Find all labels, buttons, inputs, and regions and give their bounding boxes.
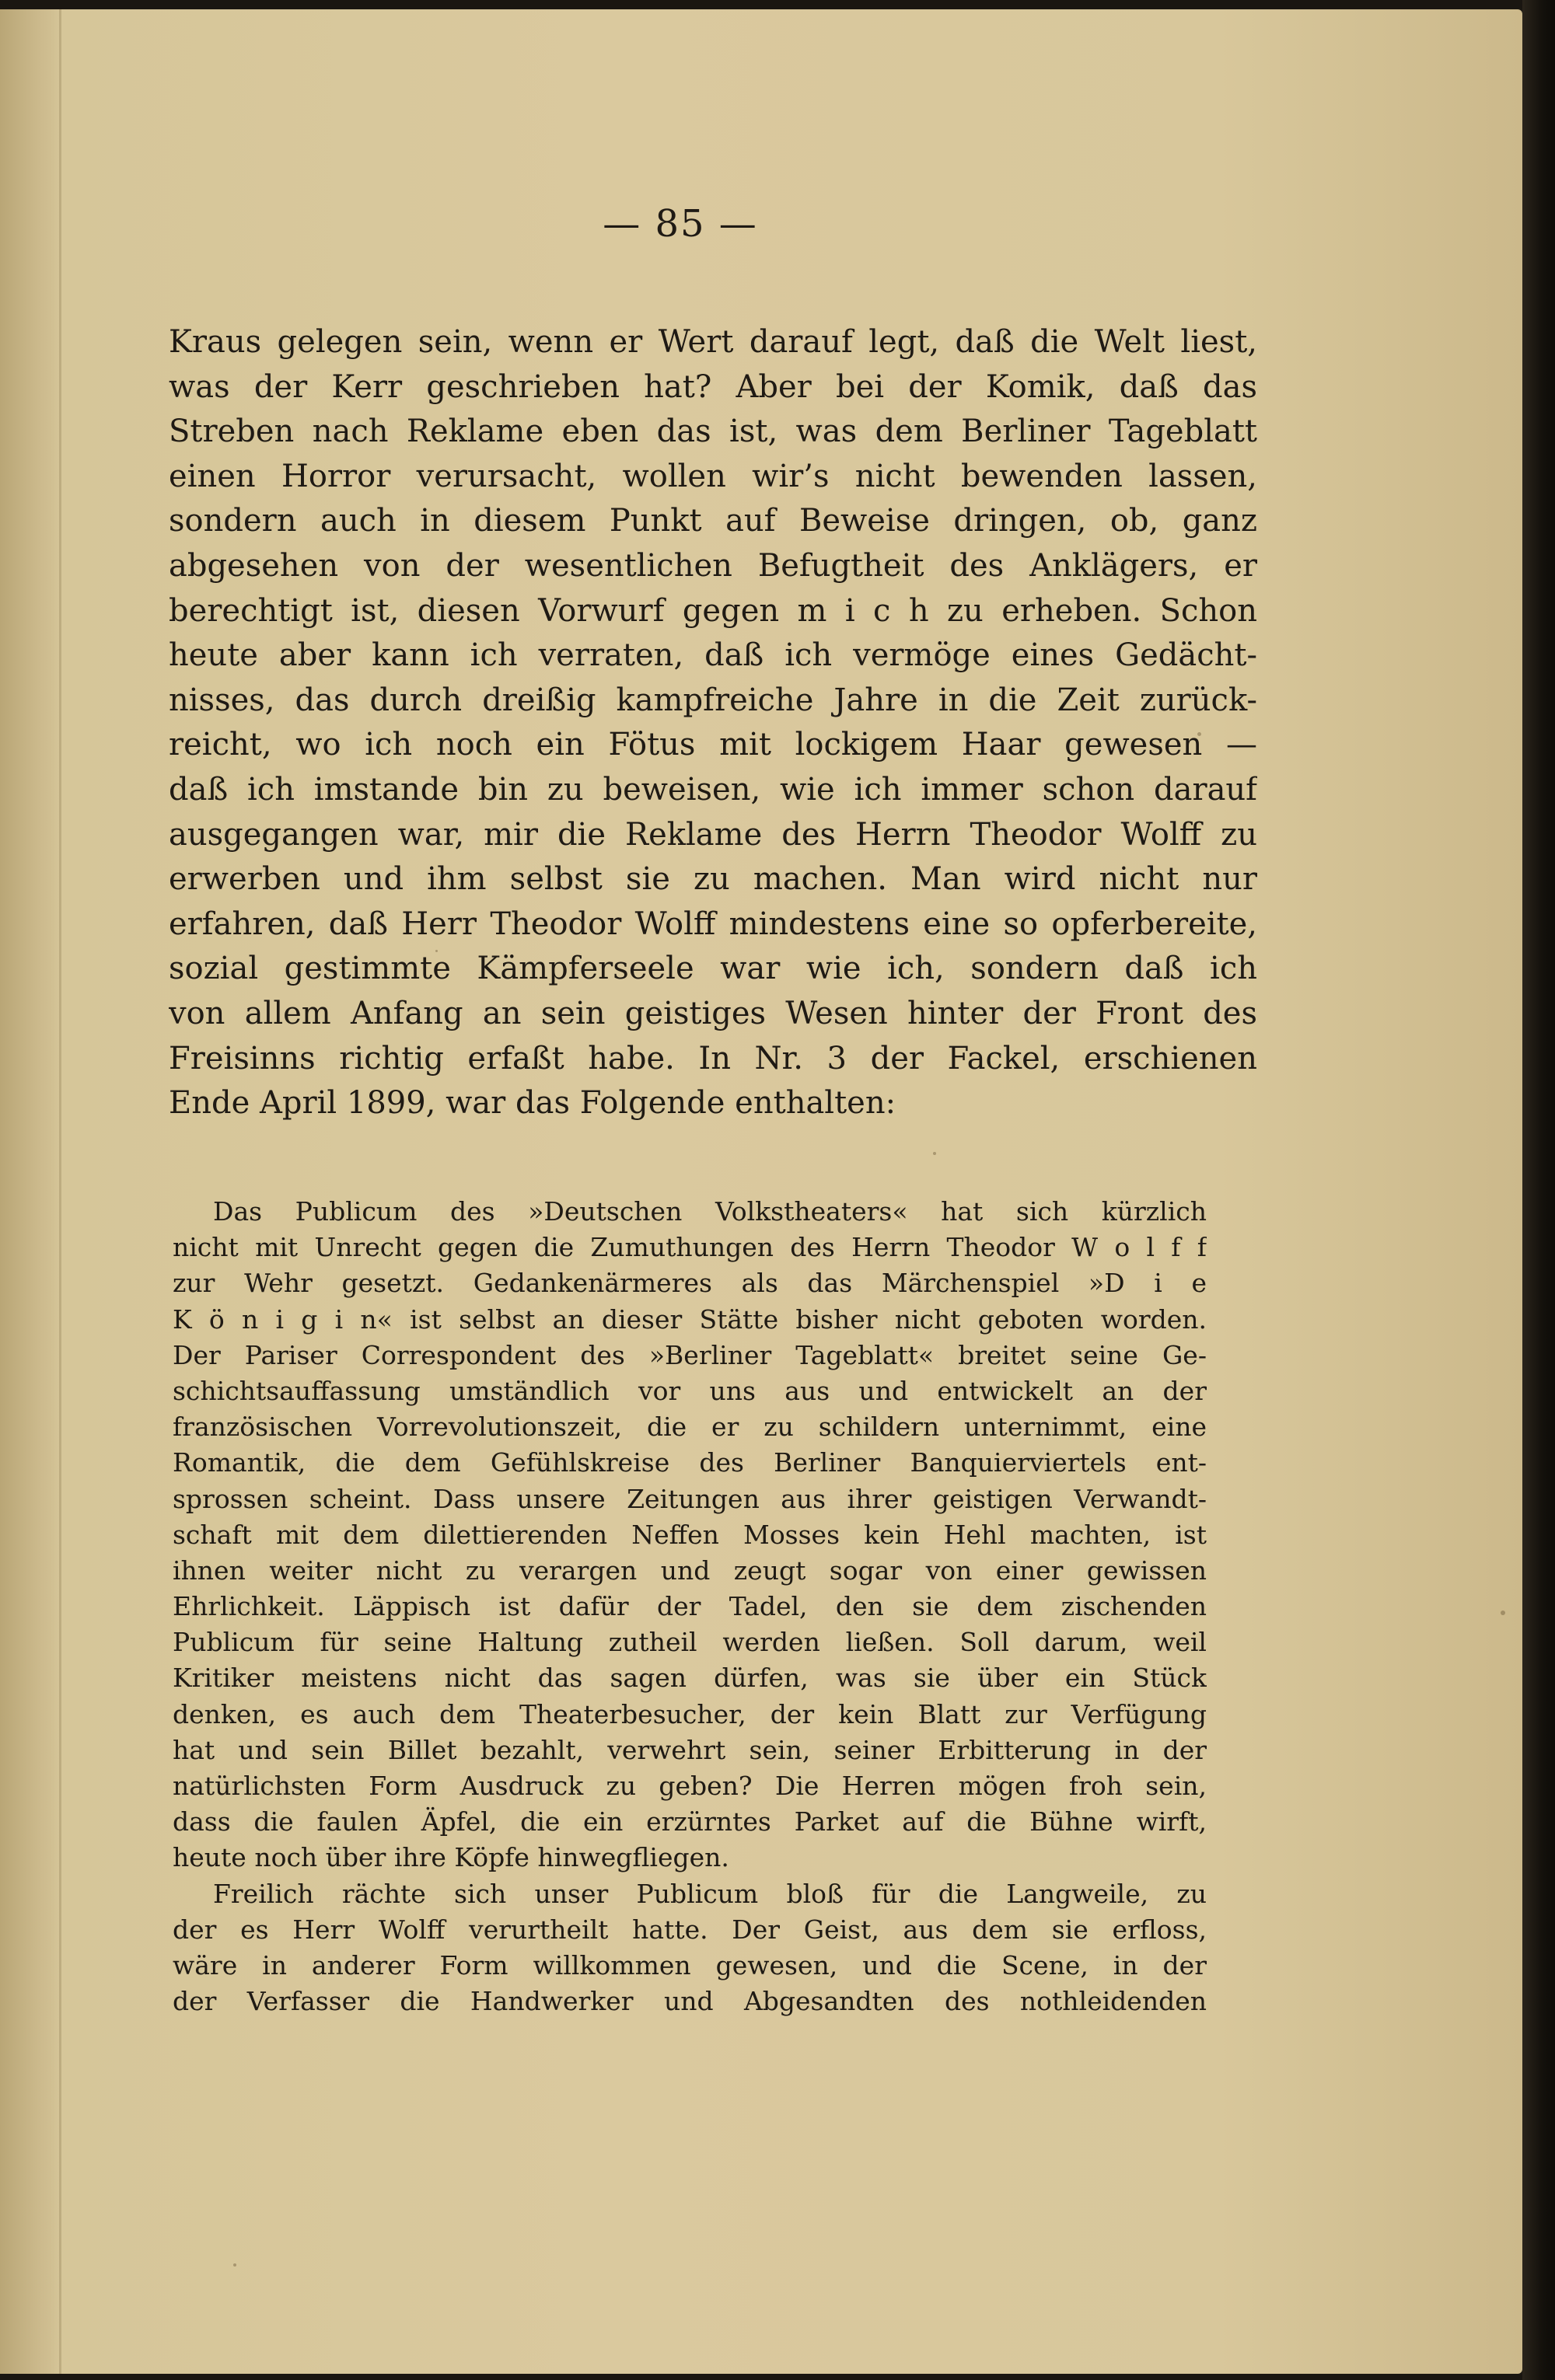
main-text-line: daß ich imstande bin zu beweisen, wie ich immer schon darauf <box>169 771 1257 808</box>
quote-text-line: französischen Vorrevolutionszeit, die er zu schildern unternimmt, eine <box>173 1412 1207 1443</box>
quote-text-line: dass die faulen Äpfel, die ein erzürntes Parket auf die Bühne wirft, <box>173 1806 1207 1837</box>
main-text-line: einen Horror verursacht, wollen wir’s nicht bewenden lassen, <box>169 458 1257 494</box>
quote-text-line: Ehrlichkeit. Läppisch ist dafür der Tadel, den sie dem zischenden <box>173 1591 1207 1622</box>
scan-background-edge <box>1522 0 1555 2380</box>
main-text-line: reicht, wo ich noch ein Fötus mit lockigem Haar gewesen — <box>169 727 1257 763</box>
main-text-line: ausgegangen war, mir die Reklame des Herrn Theodor Wolff zu <box>169 816 1257 853</box>
main-text-line: heute aber kann ich verraten, daß ich vermöge eines Gedächt- <box>169 637 1257 674</box>
main-text-line: sozial gestimmte Kämpferseele war wie ich, sondern daß ich <box>169 951 1257 987</box>
main-text-line: abgesehen von der wesentlichen Befugtheit des Anklägers, er <box>169 547 1257 584</box>
quote-text-line: wäre in anderer Form willkommen gewesen, und die Scene, in der <box>173 1949 1207 1980</box>
quote-text-line: zur Wehr gesetzt. Gedankenärmeres als das Märchenspiel »D i e <box>173 1268 1207 1299</box>
quote-text-line: sprossen scheint. Dass unsere Zeitungen aus ihrer geistigen Verwandt- <box>173 1483 1207 1514</box>
quote-text-line: Romantik, die dem Gefühlskreise des Berliner Banquierviertels ent- <box>173 1447 1207 1478</box>
page-number: — 85 — <box>603 202 758 246</box>
main-text-line: nisses, das durch dreißig kampfreiche Jahre in die Zeit zurück- <box>169 682 1257 718</box>
main-text-line: was der Kerr geschrieben hat? Aber bei der Komik, daß das <box>169 368 1257 405</box>
quote-text-line: ihnen weiter nicht zu verargen und zeugt sogar von einer gewissen <box>173 1555 1207 1586</box>
quote-text-line: Das Publicum des »Deutschen Volkstheaters« hat sich kürzlich <box>213 1196 1207 1227</box>
quoted-article-block <box>173 1194 1207 2019</box>
quote-text-line: schaft mit dem dilettierenden Neffen Mosses kein Hehl machten, ist <box>173 1519 1207 1550</box>
main-text-line: Freisinns richtig erfaßt habe. In Nr. 3 der Fackel, erschienen <box>169 1040 1257 1077</box>
quote-text-line: denken, es auch dem Theaterbesucher, der kein Blatt zur Verfügung <box>173 1698 1207 1729</box>
main-text-line: berechtigt ist, diesen Vorwurf gegen m i c h zu erheben. Schon <box>169 592 1257 629</box>
main-text-line: Streben nach Reklame eben das ist, was dem Berliner Tageblatt <box>169 414 1257 450</box>
quote-text-line: der Verfasser die Handwerker und Abgesandten des nothleidenden <box>173 1986 1207 2017</box>
quote-text-line: heute noch über ihre Köpfe hinwegfliegen. <box>173 1842 729 1873</box>
quote-text-line: natürlichsten Form Ausdruck zu geben? Die Herren mögen froh sein, <box>173 1771 1207 1801</box>
quote-text-line: K ö n i g i n« ist selbst an dieser Stätte bisher nicht geboten worden. <box>173 1303 1207 1335</box>
quote-text-line: der es Herr Wolff verurtheilt hatte. Der Geist, aus dem sie erfloss, <box>173 1914 1207 1945</box>
paper-sheet <box>0 9 1522 2374</box>
quote-text-line: Kritiker meistens nicht das sagen dürfen, was sie über ein Stück <box>173 1663 1207 1694</box>
quote-text-line: Publicum für seine Haltung zutheil werden ließen. Soll darum, weil <box>173 1627 1207 1658</box>
main-text-line: von allem Anfang an sein geistiges Wesen hinter der Front des <box>169 995 1257 1031</box>
quote-text-line: nicht mit Unrecht gegen die Zumuthungen des Herrn Theodor W o l f f <box>173 1232 1207 1263</box>
main-text-line: Ende April 1899, war das Folgende enthalten: <box>169 1085 896 1122</box>
main-text-line: sondern auch in diesem Punkt auf Beweise dringen, ob, ganz <box>169 503 1257 539</box>
main-text-block <box>169 320 1257 1126</box>
quote-text-line: hat und sein Billet bezahlt, verwehrt sein, seiner Erbitterung in der <box>173 1734 1207 1765</box>
main-text-line: erfahren, daß Herr Theodor Wolff mindestens eine so opferbereite, <box>169 906 1257 942</box>
quote-text-line: Der Pariser Correspondent des »Berliner Tageblatt« breitet seine Ge- <box>173 1339 1207 1370</box>
main-text-line: erwerben und ihm selbst sie zu machen. Man wird nicht nur <box>169 861 1257 898</box>
quote-text-line: Freilich rächte sich unser Publicum bloß für die Langweile, zu <box>213 1878 1207 1909</box>
quote-text-line: schichtsauffassung umständlich vor uns aus und entwickelt an der <box>173 1375 1207 1406</box>
main-text-line: Kraus gelegen sein, wenn er Wert darauf legt, daß die Welt liest, <box>169 324 1257 360</box>
